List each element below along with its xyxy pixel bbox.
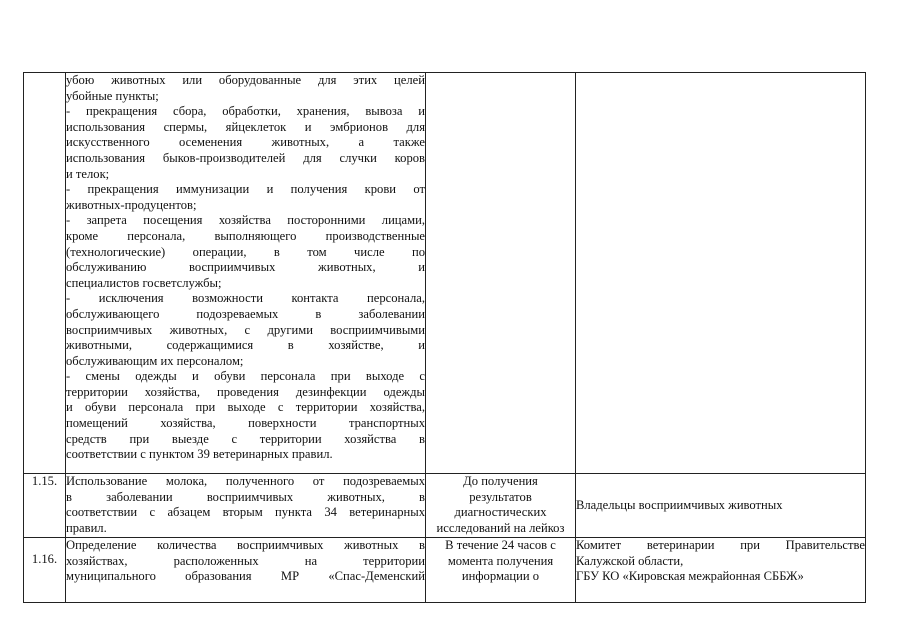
text-line: Комитет ветеринарии при Правительстве [576,538,865,552]
measure-responsible [576,73,866,474]
text-line: средств при выезде с территории хозяйства в [66,431,425,446]
row-number: 1.16. [24,538,66,603]
text-line: специалистов госветслужбы; [66,275,222,290]
text-line: муниципального образования МР «Спас-Деменский [66,569,425,584]
text-line: - запрета посещения хозяйства посторонними лицами, [66,213,425,228]
text-line: До получения [463,474,538,488]
measure-term [426,474,576,538]
text-line: обслуживающего подозреваемых в заболевании [66,306,425,321]
text-line: результатов [469,489,532,504]
text-line: территории хозяйства, проведения дезинфекции одежды [66,384,425,399]
text-line: - исключения возможности контакта персонала, [66,291,425,306]
text-line: - смены одежды и обуви персонала при выходе с [66,369,425,384]
text-line: убойные пункты; [66,88,159,103]
text-line: Использование молока, полученного от подозреваемых [66,474,425,488]
text-line: В течение 24 часов с [445,538,556,552]
text-line: ГБУ КО «Кировская межрайонная СББЖ» [576,569,804,584]
row-number: 1.15. [24,474,66,538]
text-line: - прекращения иммунизации и получения крови от [66,182,425,197]
measure-term [426,73,576,474]
text-line: и телок; [66,166,110,181]
text-line: - прекращения сбора, обработки, хранения, вывоза и [66,104,425,119]
text-line: хозяйствах, расположенных на территории [66,553,425,568]
text-line: использования быков-производителей для случки коров [66,150,425,165]
text-line: кроме персонала, выполняющего производственные [66,228,425,243]
text-line: исследований на лейкоз [436,520,565,535]
text-line: использования спермы, яйцеклеток и эмбрионов для [66,119,425,134]
measure-responsible [576,474,866,538]
text-line: восприимчивых животных, с другими восприимчивыми [66,322,425,337]
measure-responsible [576,538,866,603]
measure-description [66,73,426,474]
text-line: искусственного осеменения животных, а также [66,135,425,150]
text-line: животных-продуцентов; [66,197,197,212]
text-line: диагностических [454,505,547,520]
text-line: (технологические) операции, в том числе по [66,244,425,259]
table-row [24,538,866,603]
measures-table [23,72,866,603]
table-row [24,474,866,538]
text-line: правил. [66,520,107,535]
text-line: убою животных или оборудованные для этих целей [66,73,425,87]
text-line: соответствии с абзацем вторым пункта 34 ветеринарных [66,505,425,520]
measure-term [426,538,576,603]
measure-description [66,474,426,538]
text-line: информации о [461,569,540,584]
text-line: соответствии с пунктом 39 ветеринарных правил. [66,447,333,462]
measure-description [66,538,426,603]
text-line: в заболевании восприимчивых животных, в [66,489,425,504]
text-line: момента получения [447,553,554,568]
text-line: Калужской области, [576,553,684,568]
text-line: обслуживанию восприимчивых животных, и [66,260,425,275]
text-line: и обуви персонала при выходе с территории хозяйства, [66,400,425,415]
text-line: обслуживающим их персоналом; [66,353,244,368]
text-line: Определение количества восприимчивых животных в [66,538,425,552]
text-line: животными, содержащимися в хозяйстве, и [66,338,425,353]
table-row [24,73,866,474]
text-line: помещений хозяйства, поверхности транспортных [66,416,425,431]
text-line: Владельцы восприимчивых животных [576,497,783,512]
row-number [24,73,66,474]
